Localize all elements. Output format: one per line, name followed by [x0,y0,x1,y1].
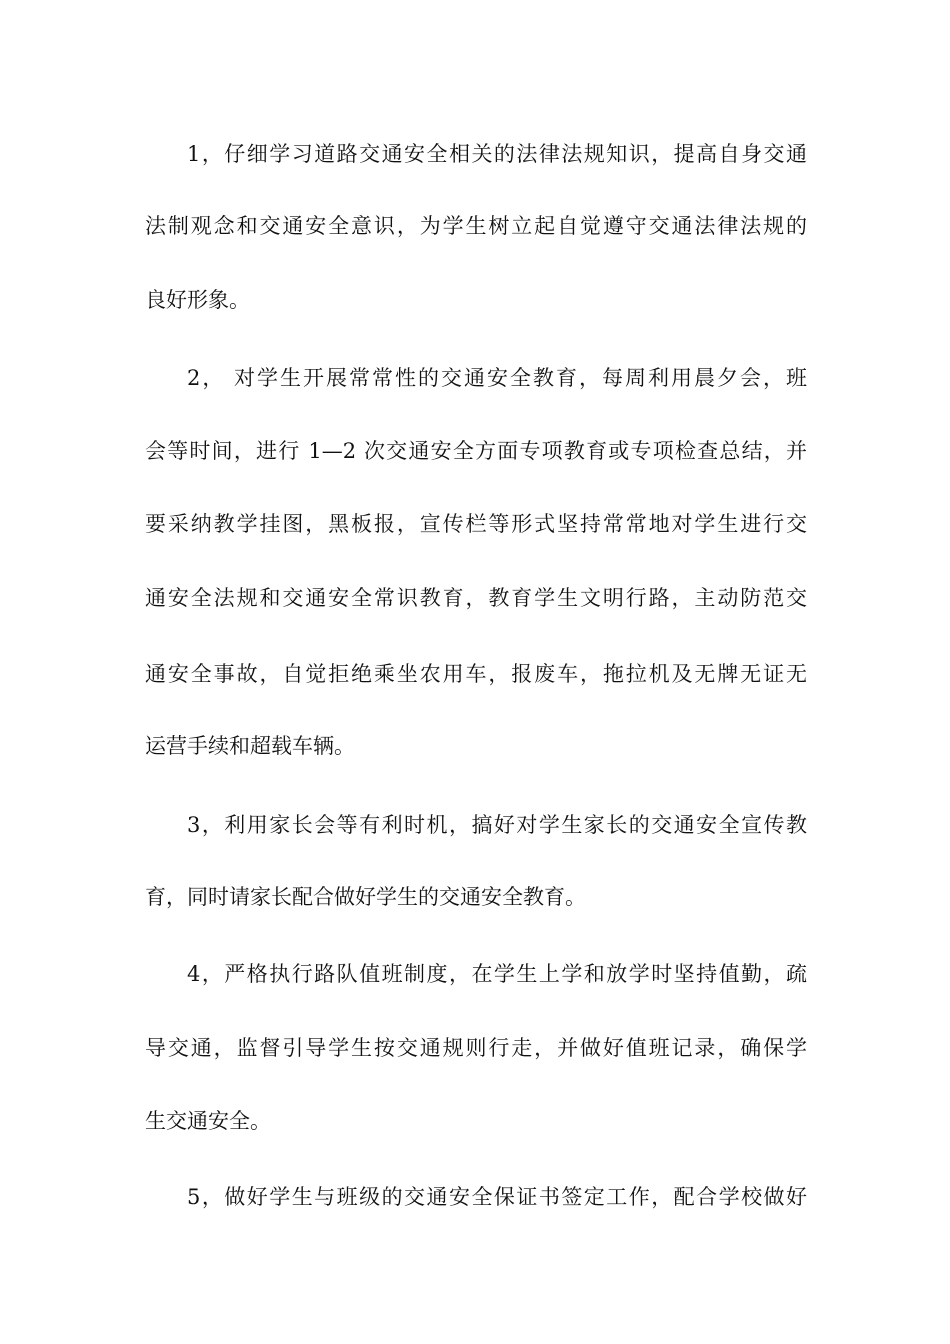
paragraph-2-line-2: 会等时间，进行 1—2 次交通安全方面专项教育或专项检查总结，并 [145,439,807,463]
paragraph-3-line-2: 育，同时请家长配合做好学生的交通安全教育。 [145,885,586,909]
paragraph-2-line-1: 2， 对学生开展常常性的交通安全教育，每周利用晨夕会，班 [187,366,807,390]
paragraph-1-line-3: 良好形象。 [145,288,250,312]
paragraph-2-line-3: 要采纳教学挂图，黑板报，宣传栏等形式坚持常常地对学生进行交 [145,512,807,536]
paragraph-4-line-3: 生交通安全。 [145,1109,271,1133]
paragraph-3-line-1: 3，利用家长会等有利时机，搞好对学生家长的交通安全宣传教 [187,813,807,837]
paragraph-2-line-4: 通安全法规和交通安全常识教育，教育学生文明行路，主动防范交 [145,586,807,610]
paragraph-2-line-6: 运营手续和超载车辆。 [145,734,355,758]
paragraph-4-line-1: 4，严格执行路队值班制度，在学生上学和放学时坚持值勤，疏 [187,962,807,986]
paragraph-1-line-2: 法制观念和交通安全意识，为学生树立起自觉遵守交通法律法规的 [145,214,807,238]
paragraph-1-line-1: 1，仔细学习道路交通安全相关的法律法规知识，提高自身交通 [187,142,807,166]
paragraph-4-line-2: 导交通，监督引导学生按交通规则行走，并做好值班记录，确保学 [145,1036,807,1060]
paragraph-5-line-1: 5，做好学生与班级的交通安全保证书签定工作，配合学校做好 [187,1185,807,1209]
paragraph-2-line-5: 通安全事故，自觉拒绝乘坐农用车，报废车，拖拉机及无牌无证无 [145,662,807,686]
